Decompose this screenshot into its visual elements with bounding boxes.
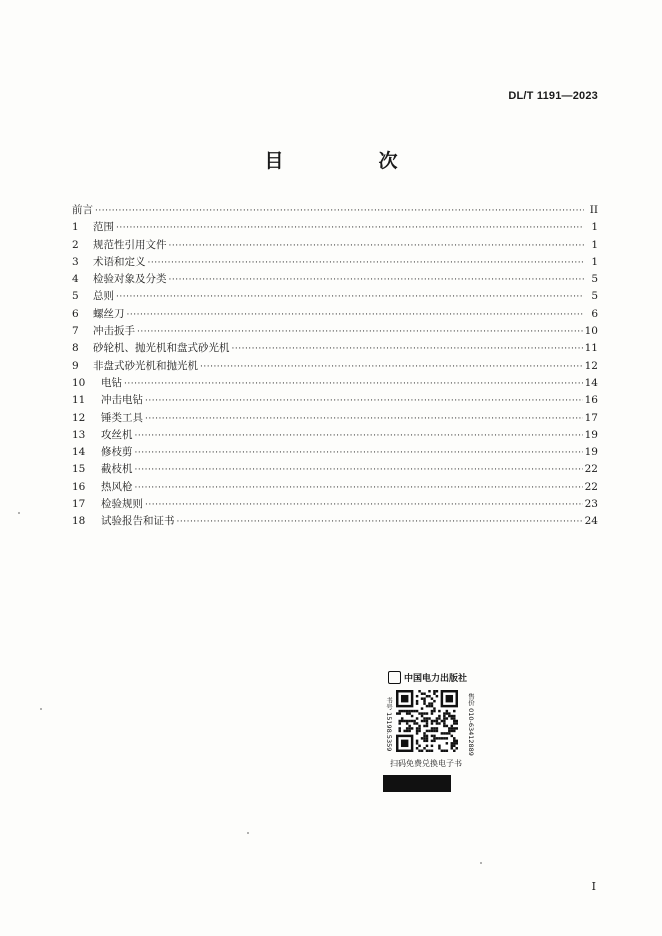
scan-instruction: 扫码免费兑换电子书 [390,759,462,768]
scan-speck [247,832,249,834]
toc-entry-number: 1 [72,221,79,234]
toc-leader-dots [135,445,583,462]
toc-entry-page: 12 [584,359,598,372]
sticker-left-text: 书号 15198.5359 [385,696,393,752]
toc-entry[interactable] [72,323,598,340]
toc-entry-number: 13 [72,428,86,441]
toc-leader-dots [169,272,585,289]
toc-entry-number: 14 [72,446,86,459]
toc-entry-page: 11 [584,342,598,355]
toc-entry-title: 攻丝机 [101,428,133,441]
toc-entry-title: 热风枪 [101,480,133,493]
page-number: I [591,880,596,893]
toc-entry-number: 17 [72,498,86,511]
toc-entry[interactable] [72,202,598,219]
toc-entry-title: 范围 [93,221,114,234]
toc-entry-title: 截枝机 [101,463,133,476]
qr-sticker [384,668,475,796]
toc-entry-page: 6 [591,307,598,320]
toc-leader-dots [116,289,584,306]
toc-entry-number: 9 [72,359,79,372]
toc-entry[interactable] [72,427,598,444]
toc-entry[interactable] [72,479,598,496]
toc-entry-title: 非盘式砂光机和抛光机 [93,359,198,372]
toc-entry-title: 锤类工具 [101,411,143,424]
toc-leader-dots [145,497,583,514]
toc-entry[interactable] [72,444,598,461]
toc-entry[interactable] [72,392,598,409]
toc-entry[interactable] [72,237,598,254]
toc-entry[interactable] [72,513,598,530]
toc-entry-page: 1 [591,221,598,234]
toc-leader-dots [232,341,583,358]
toc-entry[interactable] [72,461,598,478]
toc-entry-title: 冲击扳手 [93,325,135,338]
toc-entry-page: 1 [591,255,598,268]
toc-entry-title: 螺丝刀 [93,307,125,320]
toc-leader-dots [169,238,585,255]
toc-entry-page: II [589,204,598,216]
toc-entry-number: 3 [72,255,79,268]
toc-entry-title: 术语和定义 [93,255,146,268]
toc-entry[interactable] [72,271,598,288]
toc-entry-number: 11 [72,394,86,407]
toc-entry-page: 22 [584,463,598,476]
toc-entry-page: 22 [584,480,598,493]
toc-entry[interactable] [72,496,598,513]
toc-entry[interactable] [72,254,598,271]
toc-leader-dots [148,255,585,272]
toc-leader-dots [145,393,583,410]
scan-speck [480,862,482,864]
toc-entry-number: 18 [72,515,86,528]
publisher-logo-icon [388,671,401,684]
toc-leader-dots [135,428,583,445]
toc-entry-title: 砂轮机、抛光机和盘式砂光机 [93,342,230,355]
toc-entry[interactable] [72,306,598,323]
toc-entry-title: 总则 [93,290,114,303]
table-of-contents [72,202,598,531]
toc-leader-dots [135,462,583,479]
toc-entry-page: 5 [591,290,598,303]
toc-leader-dots [200,359,583,376]
toc-leader-dots [95,203,584,220]
toc-leader-dots [135,480,583,497]
toc-entry-title: 冲击电钻 [101,394,143,407]
toc-entry-title: 试验报告和证书 [101,515,175,528]
publisher-name: 中国电力出版社 [404,673,468,684]
toc-entry[interactable] [72,219,598,236]
toc-entry-page: 17 [584,411,598,424]
scan-speck [40,708,42,710]
toc-entry-page: 19 [584,446,598,459]
standard-code: DL/T 1191—2023 [508,90,598,102]
toc-entry-page: 16 [584,394,598,407]
toc-entry[interactable] [72,288,598,305]
toc-entry-page: 19 [584,428,598,441]
toc-entry-title: 修枝剪 [101,446,133,459]
toc-entry-number: 8 [72,342,79,355]
toc-entry-page: 23 [584,498,598,511]
toc-entry-page: 24 [584,515,598,528]
toc-entry-number: 10 [72,376,86,389]
toc-entry-title: 检验规则 [101,498,143,511]
toc-entry-page: 1 [591,238,598,251]
toc-entry-number: 5 [72,290,79,303]
toc-entry-title: 电钻 [101,376,122,389]
toc-entry-number: 7 [72,325,79,338]
toc-entry-number: 16 [72,480,86,493]
sticker-right-text: 售价 010-63412889 [467,692,475,756]
toc-entry-page: 10 [584,325,598,338]
toc-entry-title: 规范性引用文件 [93,238,167,251]
toc-entry[interactable] [72,375,598,392]
toc-entry-number: 15 [72,463,86,476]
toc-entry-number: 2 [72,238,79,251]
toc-entry-number: 4 [72,273,79,286]
toc-leader-dots [127,307,585,324]
toc-entry-page: 5 [591,273,598,286]
toc-leader-dots [145,411,583,428]
toc-entry[interactable] [72,358,598,375]
toc-leader-dots [177,514,583,531]
redacted-code-box [383,775,451,792]
toc-leader-dots [116,220,584,237]
toc-leader-dots [137,324,583,341]
toc-leader-dots [124,376,583,393]
toc-entry[interactable] [72,340,598,357]
scan-speck [18,512,20,514]
toc-entry-number: 6 [72,307,79,320]
page-title: 目 次 [264,150,436,172]
toc-entry-page: 14 [584,376,598,389]
toc-entry-number: 12 [72,411,86,424]
qr-code-icon[interactable] [396,690,458,752]
toc-entry[interactable] [72,410,598,427]
publisher-line [388,668,468,686]
toc-entry-title: 检验对象及分类 [93,273,167,286]
toc-entry-number: 前言 [72,204,93,216]
